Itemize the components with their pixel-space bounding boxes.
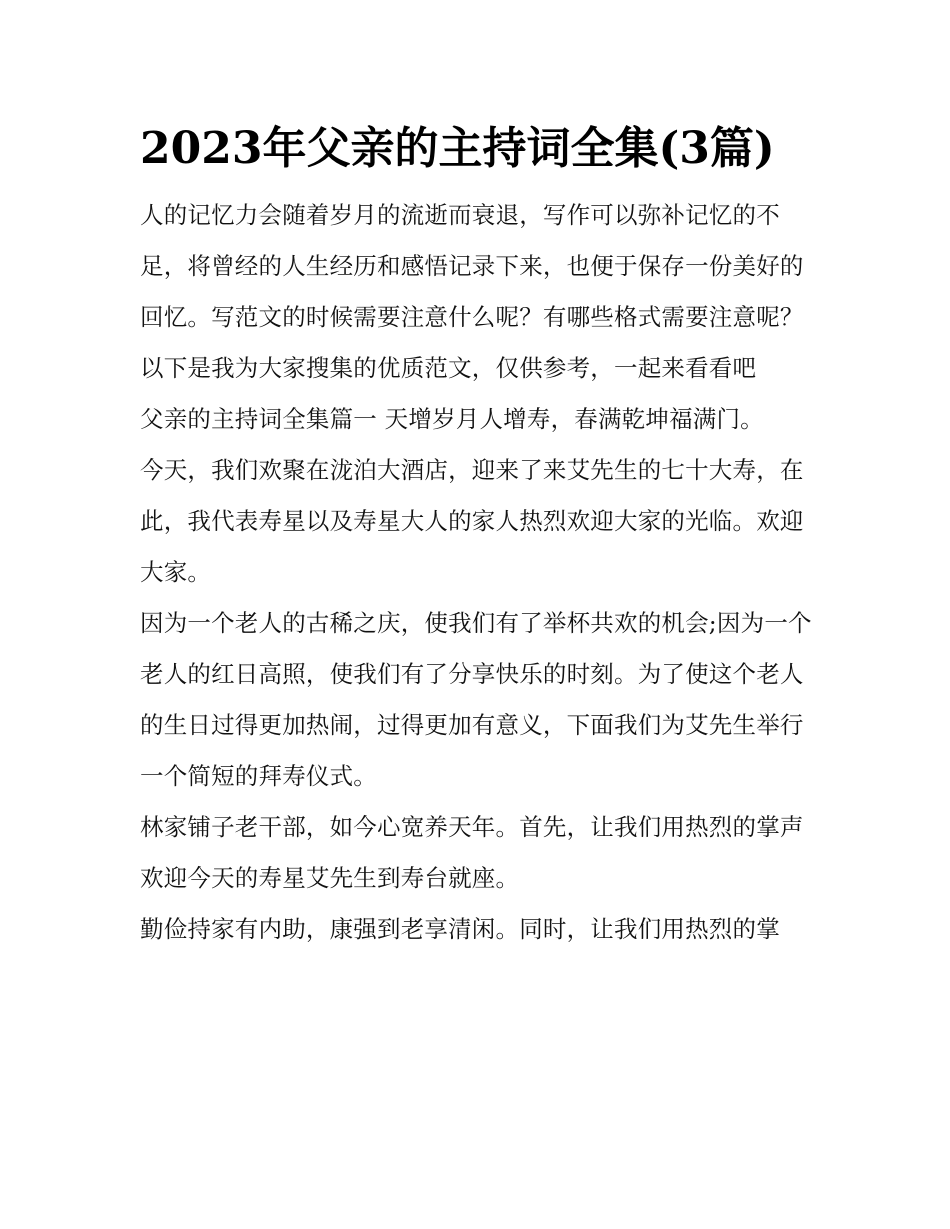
paragraph-intro: 人的记忆力会随着岁月的流逝而衰退，写作可以弥补记忆的不足，将曾经的人生经历和感悟记录下来，也便于保存一份美好的回忆。写范文的时候需要注意什么呢？有哪些格式需要注意呢？以下是我为大家搜集的优质范文，仅供参考，一起来看看吧 xyxy=(140,201,804,382)
paragraph-ceremony: 因为一个老人的古稀之庆，使我们有了举杯共欢的机会;因为一个老人的红日高照，使我们有了分享快乐的时刻。为了使这个老人的生日过得更加热闹，过得更加有意义，下面我们为艾先生举行一个简短的拜寿仪式。 xyxy=(140,609,812,790)
paragraph-honoree-seating: 林家铺子老干部，如今心宽养天年。首先，让我们用热烈的掌声欢迎今天的寿星艾先生到寿台就座。 xyxy=(140,813,804,892)
paragraph-spouse-welcome: 勤俭持家有内助，康强到老享清闲。同时，让我们用热烈的掌 xyxy=(140,915,780,943)
paragraph-section-one-heading: 父亲的主持词全集篇一 天增岁月人增寿，春满乾坤福满门。 xyxy=(140,405,764,433)
paragraph-welcome: 今天，我们欢聚在泷泊大酒店，迎来了来艾先生的七十大寿，在此，我代表寿星以及寿星大人的家人热烈欢迎大家的光临。欢迎大家。 xyxy=(140,456,804,586)
document-body xyxy=(140,118,812,955)
document-title: 2023年父亲的主持词全集(3篇) xyxy=(140,123,775,174)
